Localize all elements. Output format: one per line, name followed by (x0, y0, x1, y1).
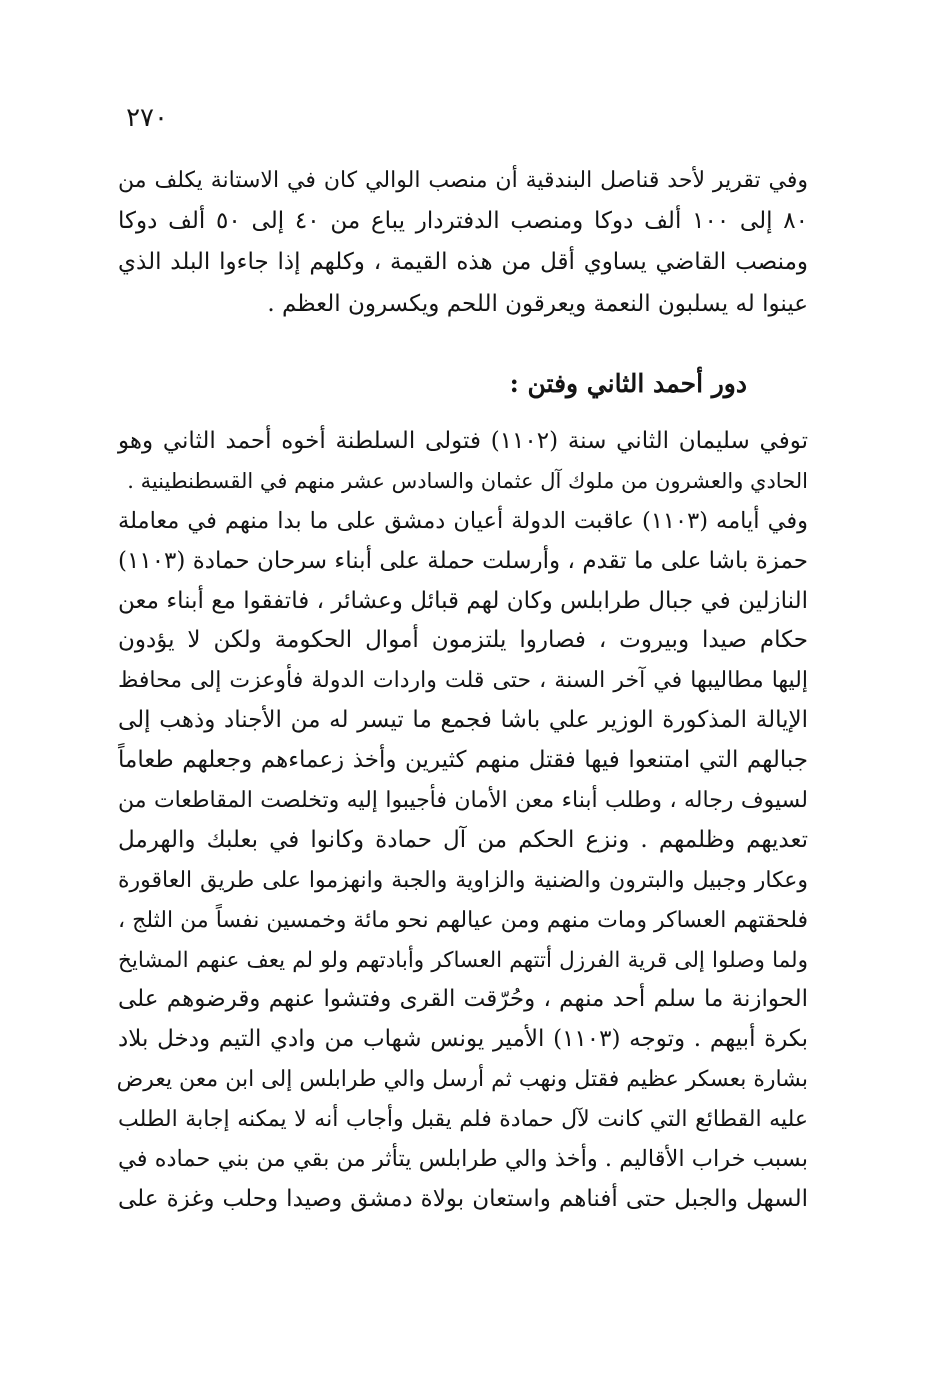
text-line: السهل والجبل حتى أفناهم واستعان بولاة دمشق وصيدا وحلب وغزة على (118, 1185, 808, 1212)
text-line: وعكار وجبيل والبترون والضنية والزاوية والجبة وانهزموا على طريق العاقورة (118, 867, 808, 893)
text-line: عينوا له يسلبون النعمة ويعرقون اللحم ويكسرون العظم . (267, 290, 808, 317)
text-line: وفي تقرير لأحد قناصل البندقية أن منصب الوالي كان في الاستانة يكلف من (118, 168, 808, 193)
text-line: ولما وصلوا إلى قرية الفرزل أتتهم العساكر وأبادتهم ولو لم يعف عنهم المشايخ (118, 947, 808, 973)
text-line: توفي سليمان الثاني سنة (١١٠٢) فتولى السلطنة أخوه أحمد الثاني وهو (118, 428, 809, 454)
paragraph-2 (118, 422, 808, 1220)
text-line: إليها مطاليبها في آخر السنة ، حتى قلت واردات الدولة فأوعزت إلى محافظ (118, 668, 808, 694)
paragraph-1 (118, 160, 808, 325)
text-line: النازلين في جبال طرابلس وكان لهم قبائل وعشائر ، فاتفقوا مع أبناء معن (118, 587, 808, 614)
text-line: ومنصب القاضي يساوي أقل من هذه القيمة ، وكلهم إذا جاءوا البلد الذي (118, 249, 808, 276)
text-line: تعديهم وظلمهم . ونزع الحكم من آل حمادة وكانوا في بعلبك والهرمل (118, 826, 808, 853)
text-line: عليه القطائع التي كانت لآل حمادة فلم يقبل وأجاب أنه لا يمكنه إجابة الطلب (118, 1107, 808, 1133)
text-line: وفي أيامه (١١٠٣) عاقبت الدولة أعيان دمشق على ما بدا منهم في معاملة (118, 507, 808, 534)
text-line: ٨٠ إلى ١٠٠ ألف دوكا ومنصب الدفتردار يباع من ٤٠ إلى ٥٠ ألف دوكا (118, 208, 808, 235)
page-number: ٢٧٠ (126, 103, 168, 133)
section-heading: دور أحمد الثاني وفتن : (509, 369, 747, 398)
text-line: جبالهم التي امتنعوا فيها فقتل منهم كثيرين وأخذ زعماءهم وجعلهم طعاماً (118, 747, 808, 774)
text-line: فلحقتهم العساكر ومات منهم ومن عيالهم نحو مائة وخمسين نفساً من الثلج ، (118, 907, 808, 933)
text-line: الحادي والعشرون من ملوك آل عثمان والسادس عشر منهم في القسطنطينية . (127, 468, 808, 493)
text-line: بسبب خراب الأقاليم . وأخذ والي طرابلس يتأثر من بقي من بني حماده في (118, 1146, 808, 1173)
text-line: حكام صيدا وبيروت ، فصاروا يلتزمون أموال الحكومة ولكن لا يؤدون (118, 627, 808, 654)
text-line: الإيالة المذكورة الوزير علي باشا فجمع ما تيسر له من الأجناد وذهب إلى (118, 707, 808, 734)
text-line: بشارة بعسكر عظيم فقتل ونهب ثم أرسل والي طرابلس إلى ابن معن يعرض (116, 1067, 808, 1093)
text-line: لسيوف رجاله ، وطلب أبناء معن الأمان فأجيبوا إليه وتخلصت المقاطعات من (118, 788, 808, 814)
text-line: بكرة أبيهم . وتوجه (١١٠٣) الأمير يونس شهاب من وادي التيم ودخل بلاد (118, 1026, 809, 1053)
text-line: الحوازنة ما سلم أحد منهم ، وحُرّقت القرى وفتشوا عنهم وقرضوهم على (118, 986, 808, 1013)
text-line: حمزة باشا على ما تقدم ، وأرسلت حملة على أبناء سرحان حمادة (١١٠٣) (118, 547, 808, 574)
